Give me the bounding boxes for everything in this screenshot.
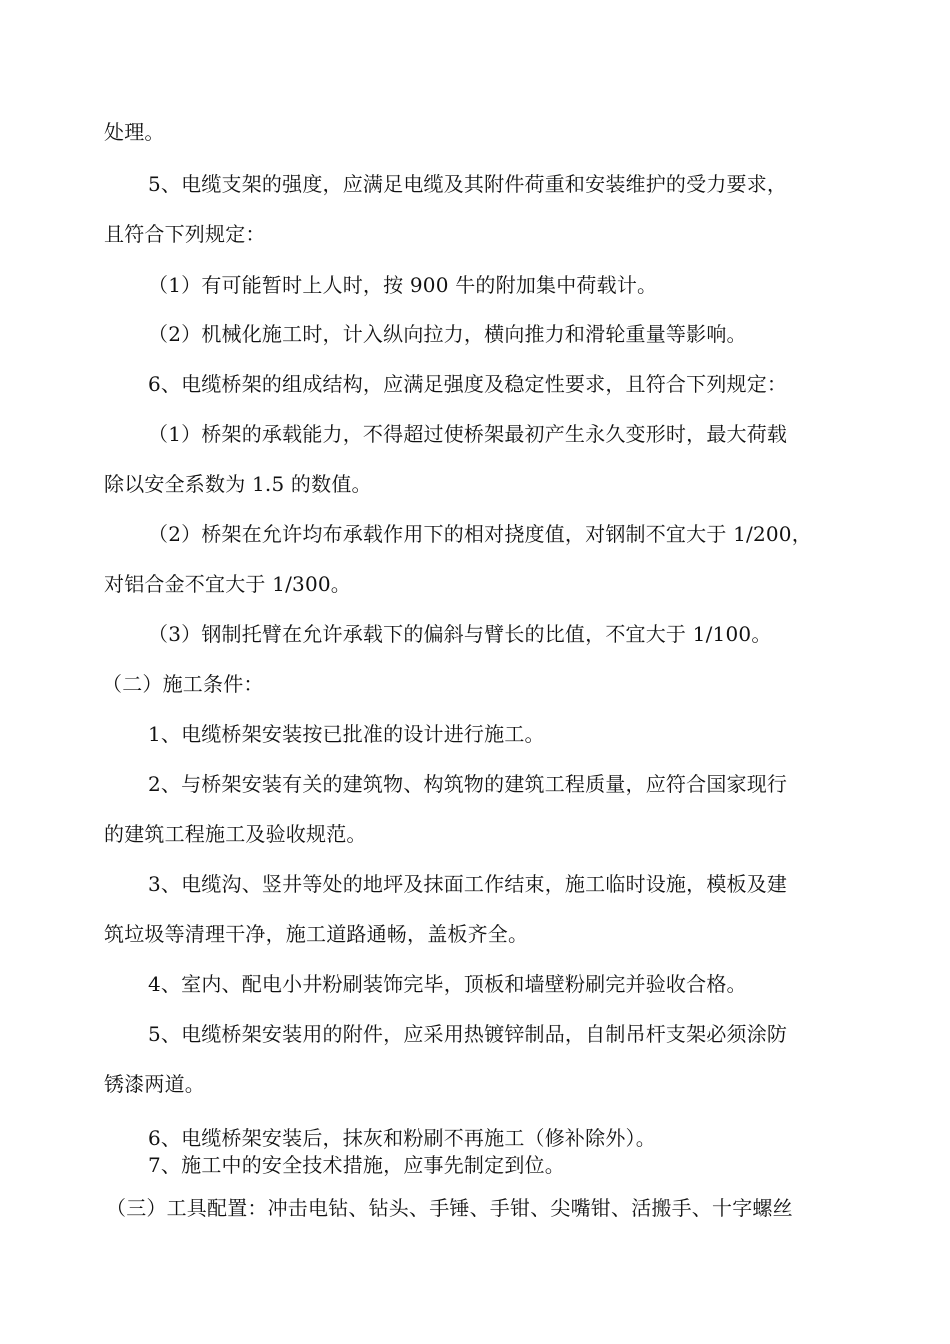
- text-line: 6、电缆桥架的组成结构，应满足强度及稳定性要求，且符合下列规定：: [148, 372, 788, 396]
- text-line: 5、电缆桥架安装用的附件，应采用热镀锌制品，自制吊杆支架必须涂防: [148, 1022, 788, 1046]
- text-line: （3）钢制托臂在允许承载下的偏斜与臂长的比值，不宜大于 1/100。: [148, 622, 772, 646]
- text-line: 锈漆两道。: [104, 1072, 205, 1096]
- text-line: 3、电缆沟、竖井等处的地坪及抹面工作结束，施工临时设施，模板及建: [148, 872, 788, 896]
- text-line: （2）机械化施工时，计入纵向拉力，横向推力和滑轮重量等影响。: [148, 322, 747, 346]
- text-line: （1）有可能暂时上人时，按 900 牛的附加集中荷载计。: [148, 273, 658, 297]
- text-line: （2）桥架在允许均布承载作用下的相对挠度值，对钢制不宜大于 1/200，: [148, 522, 812, 546]
- text-line: （1）桥架的承载能力，不得超过使桥架最初产生永久变形时，最大荷载: [148, 422, 788, 446]
- text-line: 2、与桥架安装有关的建筑物、构筑物的建筑工程质量，应符合国家现行: [148, 772, 788, 796]
- text-line: 1、电缆桥架安装按已批准的设计进行施工。: [148, 722, 545, 746]
- text-line: 的建筑工程施工及验收规范。: [104, 822, 367, 846]
- section-heading: （三）工具配置：冲击电钻、钻头、手锤、手钳、尖嘴钳、活搬手、十字螺丝: [106, 1196, 793, 1220]
- text-line: 除以安全系数为 1.5 的数值。: [104, 472, 372, 496]
- text-line: 对铝合金不宜大于 1/300。: [104, 572, 351, 596]
- text-line: 4、室内、配电小井粉刷装饰完毕，顶板和墙壁粉刷完并验收合格。: [148, 972, 747, 996]
- text-line: 筑垃圾等清理干净，施工道路通畅，盖板齐全。: [104, 922, 529, 946]
- text-line: 6、电缆桥架安装后，抹灰和粉刷不再施工（修补除外）。: [148, 1126, 656, 1150]
- text-line: 5、电缆支架的强度，应满足电缆及其附件荷重和安装维护的受力要求，: [148, 172, 788, 196]
- text-line: 7、施工中的安全技术措施，应事先制定到位。: [148, 1153, 565, 1177]
- text-line: 且符合下列规定：: [104, 222, 266, 246]
- text-line: 处理。: [104, 120, 165, 144]
- section-heading: （二）施工条件：: [102, 672, 264, 696]
